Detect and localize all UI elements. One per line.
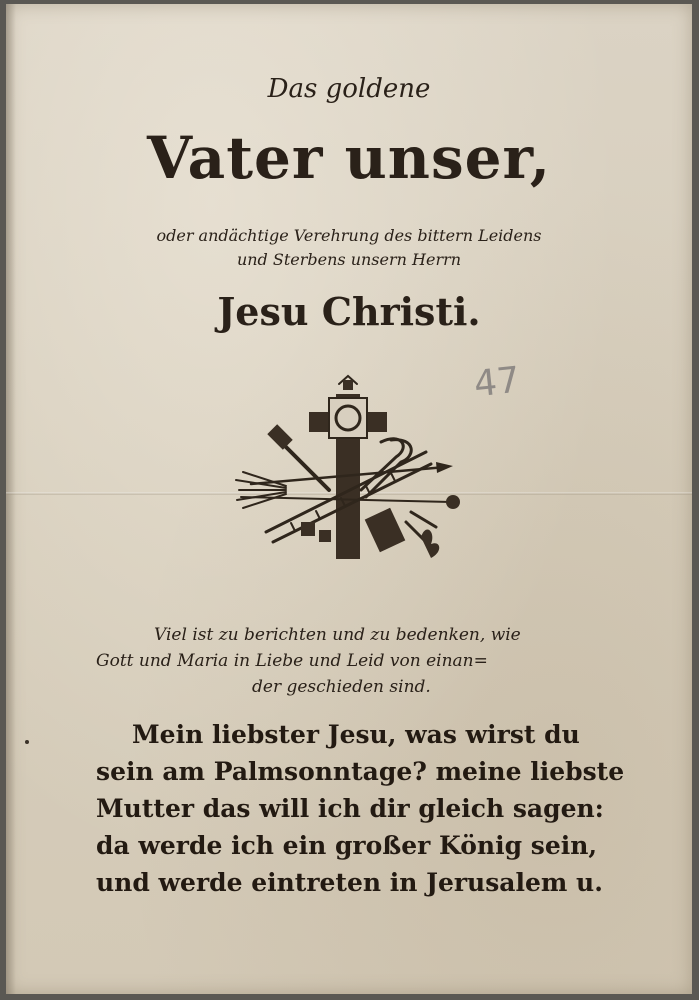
title-line-1: Das goldene: [267, 74, 431, 104]
main-line-1: Mein liebster Jesu, was wirst du: [132, 720, 580, 749]
arma-christi-instruments-of-passion-icon: [231, 372, 466, 567]
intro-line-2: Gott und Maria in Liebe und Leid von einan=: [96, 651, 488, 671]
main-line-4: da werde ich ein großer König sein,: [96, 831, 598, 860]
title-line-3: Jesu Christi.: [217, 289, 481, 334]
intro-line-3: der geschieden sind.: [252, 677, 431, 697]
main-paragraph: [96, 716, 625, 901]
intro-line-1: Viel ist zu berichten und zu bedenken, wie: [154, 625, 521, 645]
main-line-3: Mutter das will ich dir gleich sagen:: [96, 794, 604, 823]
main-line-5: und werde eintreten in Jerusalem u.: [96, 868, 603, 897]
intro-paragraph: [96, 622, 576, 700]
subtitle-line-2: und Sterbens unsern Herrn: [236, 250, 462, 269]
margin-dot: [25, 740, 29, 744]
handwritten-number: 47: [471, 359, 522, 406]
main-title: Vater unser,: [146, 124, 552, 192]
main-line-2: sein am Palmsonntage? meine liebste: [96, 757, 625, 786]
document-page: [6, 4, 692, 994]
subtitle-line-1: oder andächtige Verehrung des bittern Leidens: [156, 226, 542, 245]
